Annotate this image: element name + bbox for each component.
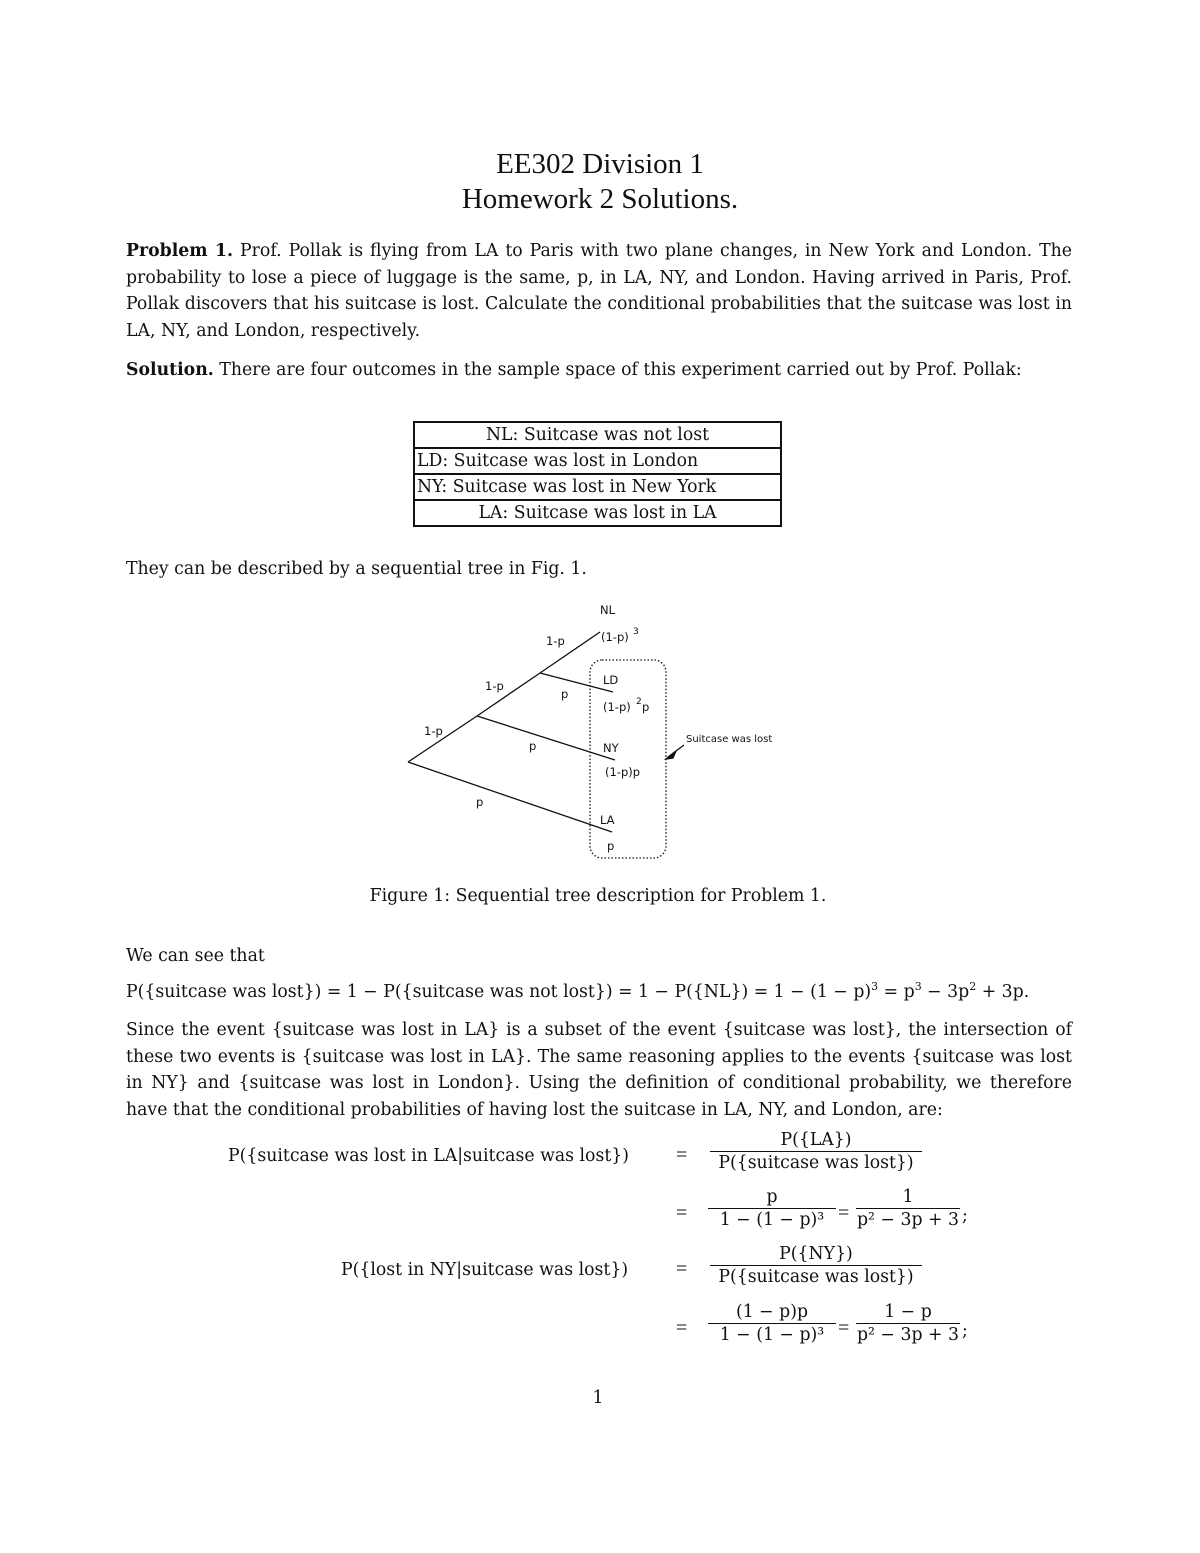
- fraction-bar: [856, 1323, 960, 1324]
- branch-label-la: p: [476, 795, 484, 809]
- eq1-exp2: 2: [969, 980, 977, 993]
- problem-label: Problem 1.: [126, 241, 234, 261]
- equals-sign: =: [838, 1317, 850, 1339]
- equation-total-loss: [126, 980, 1029, 1002]
- branch-label-mid: 1-p: [485, 679, 504, 693]
- leaf-prob-la: p: [607, 839, 615, 853]
- eq1-exp3b: 3: [914, 980, 922, 993]
- branch-label-ld: p: [561, 687, 569, 701]
- fraction-bar: [856, 1208, 960, 1209]
- la-conditional-label: P({suitcase was lost in LA|suitcase was lost}): [228, 1146, 630, 1166]
- leaf-prob-ld: (1-p): [603, 700, 631, 714]
- semicolon: ;: [962, 1321, 968, 1341]
- outcome-cell: NY: Suitcase was lost in New York: [414, 474, 781, 500]
- leaf-prob-nl: (1-p): [601, 630, 629, 644]
- equals-sign: =: [676, 1317, 688, 1339]
- fraction-numerator: p: [766, 1187, 778, 1207]
- title-line-2: Homework 2 Solutions.: [461, 183, 739, 215]
- semicolon: ;: [962, 1206, 968, 1226]
- eq1-lhs: P({suitcase was lost}) = 1 − P({suitcase was not lost}) = 1 − P({NL}) = 1 − (1 − p): [126, 981, 872, 1002]
- branch-root-la: [408, 762, 612, 832]
- annotation-suitcase-lost: Suitcase was lost: [686, 734, 773, 745]
- equals-sign: =: [676, 1144, 688, 1166]
- leaf-prob-ny: (1-p)p: [605, 765, 641, 779]
- outcome-cell: LD: Suitcase was lost in London: [414, 448, 781, 474]
- page-number: 1: [592, 1388, 604, 1408]
- eq1-mid: = p: [878, 981, 915, 1002]
- fraction-denominator: 1 − (1 − p)³: [719, 1210, 825, 1230]
- eq1-tail: − 3p: [921, 981, 970, 1002]
- fraction-bar: [710, 1151, 922, 1152]
- fraction-bar: [708, 1323, 836, 1324]
- eq1-exp3: 3: [871, 980, 879, 993]
- arrowhead-icon: [666, 751, 676, 759]
- fraction-ny-simplified: [856, 1302, 960, 1345]
- fraction-denominator: P({suitcase was lost}): [718, 1267, 914, 1287]
- equals-sign: =: [676, 1258, 688, 1280]
- branch-label-root: 1-p: [424, 724, 443, 738]
- fraction-denominator: P({suitcase was lost}): [718, 1153, 914, 1173]
- fraction-numerator: 1 − p: [884, 1302, 932, 1322]
- outcome-cell: NL: Suitcase was not lost: [414, 422, 781, 448]
- fraction-denominator: 1 − (1 − p)³: [719, 1325, 825, 1345]
- branch-label-nl: 1-p: [546, 634, 565, 648]
- fraction-la-expr: [708, 1187, 836, 1230]
- equals-sign: =: [838, 1202, 850, 1224]
- fraction-la-def: [710, 1130, 922, 1173]
- fraction-numerator: 1: [902, 1187, 914, 1207]
- fraction-denominator: p² − 3p + 3: [857, 1210, 959, 1230]
- equals-sign: =: [676, 1202, 688, 1224]
- leaf-prob-nl-exp: 3: [633, 627, 639, 637]
- solution-label: Solution.: [126, 360, 214, 380]
- leaf-label-ny: NY: [603, 741, 619, 755]
- eq1-end: + 3p.: [976, 981, 1030, 1002]
- fraction-numerator: P({NY}): [779, 1244, 853, 1264]
- see-that-text: We can see that: [126, 946, 265, 966]
- fraction-numerator: (1 − p)p: [735, 1302, 809, 1322]
- fraction-bar: [708, 1208, 836, 1209]
- problem-text: Prof. Pollak is flying from LA to Paris with two plane changes, in New York and London. The probability to lose a piece of luggage is the same, p, in LA, NY, and London. Having arrived in Paris, Prof. Pollak discovers that his suitcase is lost. Calculate the conditional probabilities that the suitcase was lost in LA, NY, and London, respectively.: [126, 241, 1072, 341]
- figure-caption: Figure 1: Sequential tree description for Problem 1.: [369, 886, 827, 906]
- fraction-bar: [710, 1265, 922, 1266]
- branch-la-ny: [477, 716, 615, 760]
- leaf-label-nl: NL: [600, 603, 616, 617]
- ny-conditional-label: P({lost in NY|suitcase was lost}): [341, 1260, 629, 1280]
- fraction-denominator: p² − 3p + 3: [857, 1325, 959, 1345]
- solution-text: There are four outcomes in the sample space of this experiment carried out by Prof. Pollak:: [219, 360, 1022, 380]
- title-line-1: EE302 Division 1: [496, 148, 704, 180]
- branch-root-up: [408, 716, 477, 762]
- branch-label-ny: p: [529, 739, 537, 753]
- fraction-ny-expr: [708, 1302, 836, 1345]
- leaf-prob-ld-exp: 2: [636, 697, 642, 707]
- leaf-prob-ld-p: p: [642, 700, 650, 714]
- outcome-cell: LA: Suitcase was lost in LA: [414, 500, 781, 526]
- fraction-ny-def: [710, 1244, 922, 1287]
- tree-intro: They can be described by a sequential tree in Fig. 1.: [126, 559, 587, 579]
- fraction-la-simplified: [856, 1187, 960, 1230]
- leaf-label-ld: LD: [603, 673, 619, 687]
- reasoning-paragraph: Since the event {suitcase was lost in LA} is a subset of the event {suitcase was lost}, the intersection of these two events is {suitcase was lost in LA}. The same reasoning applies to the events {suitcase was lost in NY} and {suitcase was lost in London}. Using the definition of conditional probability, we therefore have that the conditional probabilities of having lost the suitcase in LA, NY, and London, are:: [126, 1020, 1072, 1120]
- fraction-numerator: P({LA}): [780, 1130, 852, 1150]
- leaf-label-la: LA: [600, 813, 615, 827]
